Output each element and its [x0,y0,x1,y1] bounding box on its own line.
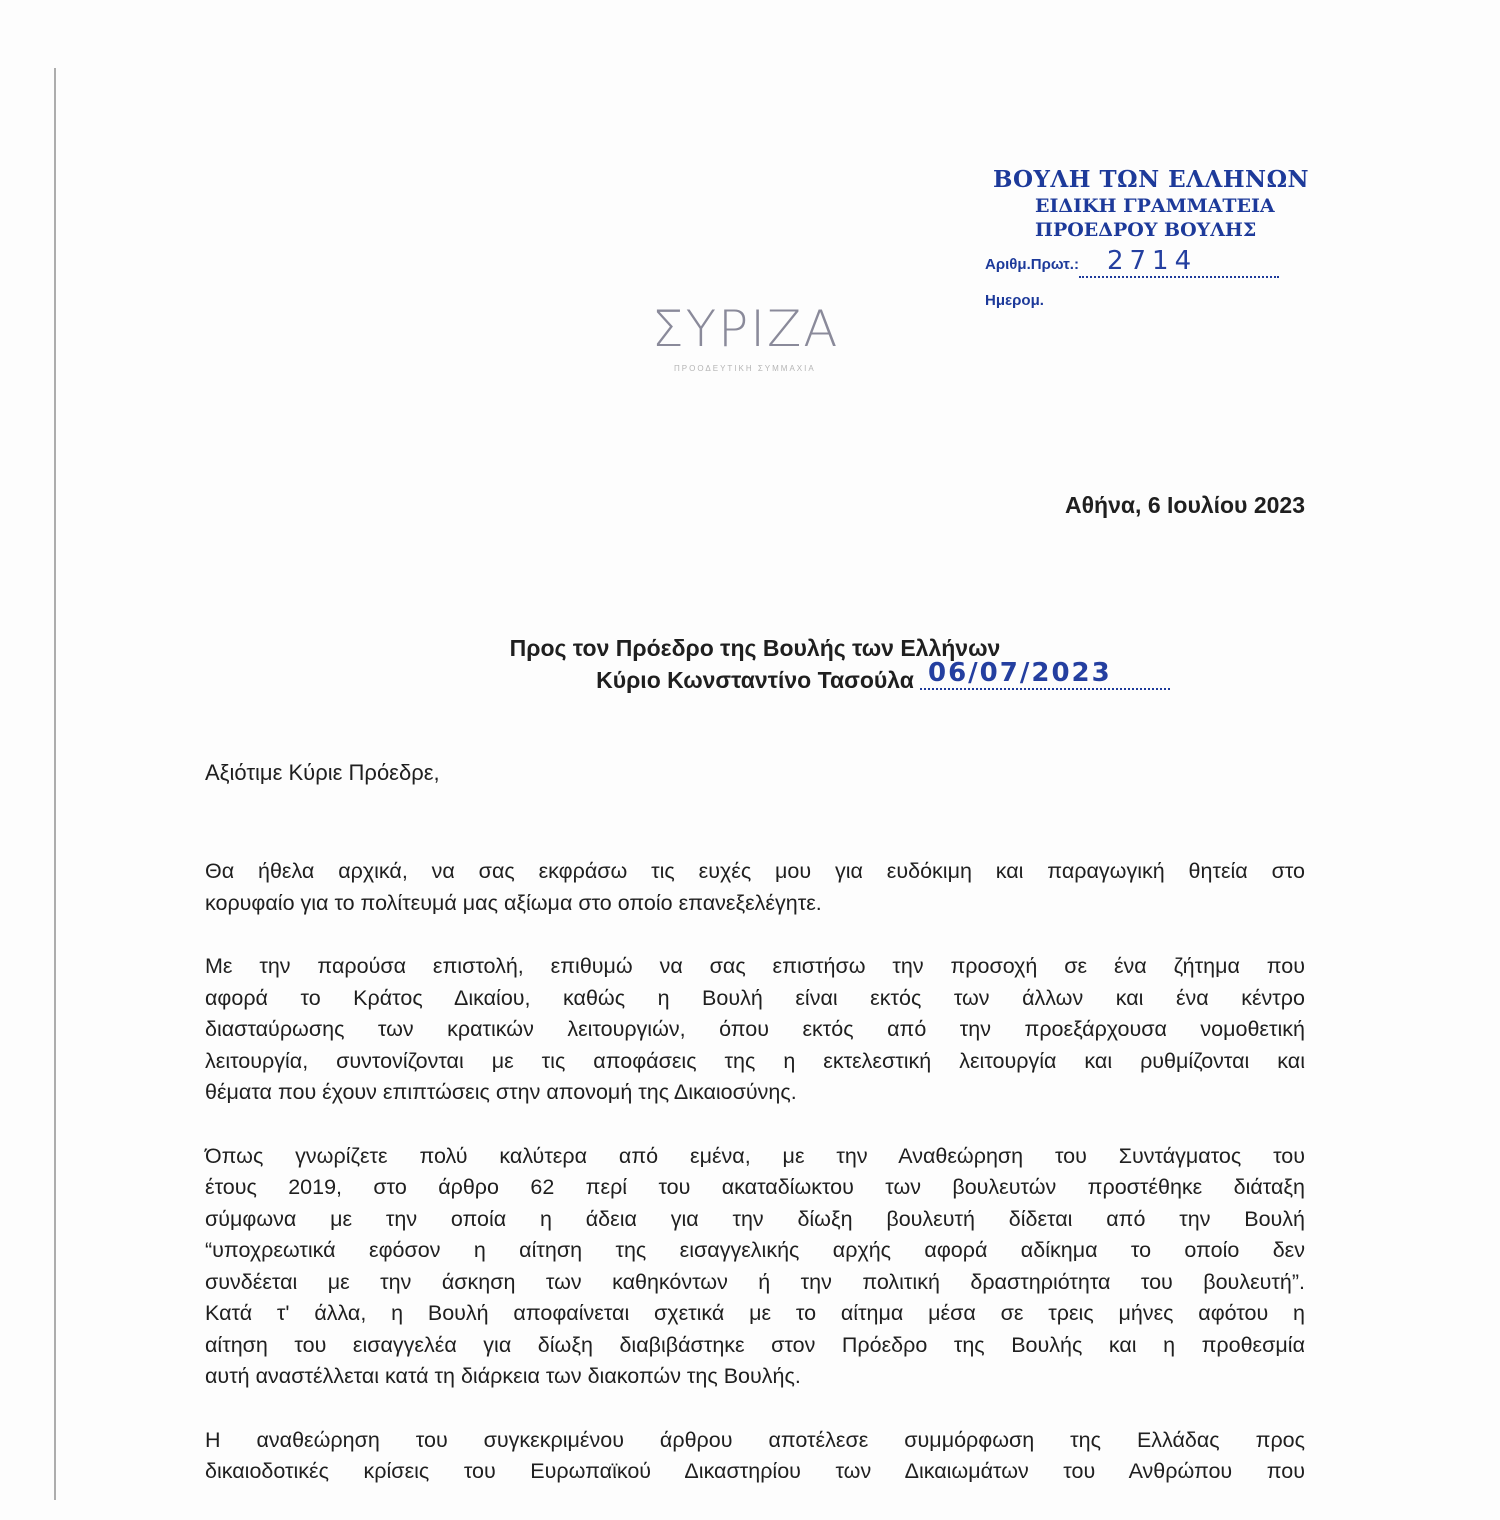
paragraph [205,1425,1305,1488]
stamp-subtitle-1: ΕΙΔΙΚΗ ΓΡΑΜΜΑΤΕΙΑ [1035,195,1275,217]
stamp-title: ΒΟΥΛΗ ΤΩΝ ΕΛΛΗΝΩΝ [993,166,1310,193]
paragraph-line: δικαιοδοτικές κρίσεις του Ευρωπαϊκού Δικαστηρίου των Δικαιωμάτων του Ανθρώπου που [205,1459,1305,1483]
paragraph-line: αφορά το Κράτος Δικαίου, καθώς η Βουλή είναι εκτός των άλλων και ένα κέντρο [205,985,1305,1010]
stamp-subtitle-2: ΠΡΟΕΔΡΟΥ ΒΟΥΛΗΣ [1035,219,1257,241]
letter-body [205,856,1305,1520]
recipient-line: Κύριο Κωνσταντίνο Τασούλα [596,667,914,693]
paragraph-line: κορυφαίο για το πολίτευμά μας αξίωμα στο οποίο επανεξελέγητε. [205,890,822,915]
protocol-label: Αριθμ.Πρωτ.: [985,256,1079,273]
letter-date: Αθήνα, 6 Ιουλίου 2023 [1065,492,1305,518]
paragraph-line: διασταύρωσης των κρατικών λειτουργιών, όπου εκτός από την προεξάρχουσα νομοθετική [205,1017,1305,1041]
protocol-number: 2714 [1079,246,1279,278]
paragraph-line: Κατά τ' άλλα, η Βουλή αποφαίνεται σχετικά με το αίτημα μέσα σε τρεις μήνες αφότου η [205,1301,1305,1325]
paragraph [205,1141,1305,1393]
paragraph-line: σύμφωνα με την οποία η άδεια για την δίωξη βουλευτή δίδεται από την Βουλή [205,1206,1305,1231]
salutation: Αξιότιμε Κύριε Πρόεδρε, [205,760,440,785]
paragraph [205,951,1305,1109]
paragraph-line: Θα ήθελα αρχικά, να σας εκφράσω τις ευχές μου για ευδόκιμη και παραγωγική θητεία στο [205,859,1305,883]
paragraph-line: Όπως γνωρίζετε πολύ καλύτερα από εμένα, με την Αναθεώρηση του Συντάγματος του [205,1143,1305,1168]
paragraph-line: λειτουργία, συντονίζονται με τις αποφάσεις της η εκτελεστική λειτουργία και ρυθμίζονται και [205,1048,1305,1073]
scan-edge-line [54,68,56,1500]
recipient-line: Προς τον Πρόεδρο της Βουλής των Ελλήνων [509,635,1001,661]
stamp-date: 06/07/2023 [920,658,1170,690]
logo-subtitle: ΠΡΟΟΔΕΥΤΙΚΗ ΣΥΜΜΑΧΙΑ [674,364,816,373]
recipient-heading [0,632,1500,696]
date-label: Ημερομ. [985,292,1044,309]
syriza-logo [652,300,840,374]
paragraph-line: αίτηση του εισαγγελέα για δίωξη διαβιβάστηκε στον Πρόεδρο της Βουλής και η προθεσμία [205,1332,1305,1357]
paragraph-line: έτους 2019, στο άρθρο 62 περί του ακαταδίωκτου των βουλευτών προστέθηκε διάταξη [205,1175,1305,1199]
paragraph-line: “υποχρεωτικά εφόσον η αίτηση της εισαγγελικής αρχής αφορά αδίκημα το οποίο δεν [205,1238,1305,1262]
paragraph-line: θέματα που έχουν επιπτώσεις στην απονομή της Δικαιοσύνης. [205,1080,797,1104]
paragraph [205,856,1305,919]
paragraph-line: αυτή αναστέλλεται κατά τη διάρκεια των διακοπών της Βουλής. [205,1364,801,1388]
logo-wordmark: ΣΥΡΙΖΑ [652,300,840,358]
paragraph-line: Με την παρούσα επιστολή, επιθυμώ να σας επιστήσω την προσοχή σε ένα ζήτημα που [205,954,1305,978]
stamp-protocol-row [985,244,1365,278]
paragraph-line: συνδέεται με την άσκηση των καθηκόντων ή την πολιτική δραστηριότητα του βουλευτή”. [205,1269,1305,1294]
paragraph-line: Η αναθεώρηση του συγκεκριμένου άρθρου αποτέλεσε συμμόρφωση της Ελλάδας προς [205,1427,1305,1452]
